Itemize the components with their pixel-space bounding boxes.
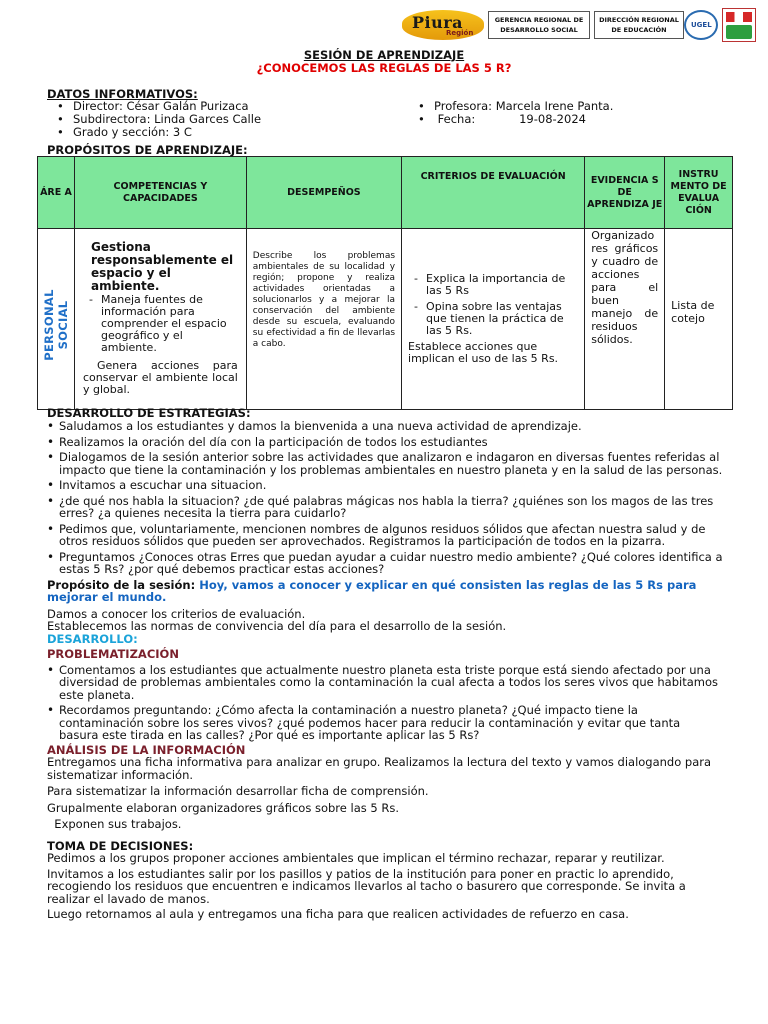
cell-area — [38, 229, 75, 410]
desarrollo-heading: DESARROLLO DE ESTRATEGIAS: — [47, 406, 251, 420]
competencia-title: Gestiona responsablemente el espacio y el ambiente. — [91, 240, 234, 293]
list-item: • Dialogamos de la sesión anterior sobre las actividades que analizaron e indagaron en diversas fuentes referidas al impacto que tiene la contaminación y los problemas ambientales en nuestro planeta y en la salud de las personas. — [47, 451, 723, 476]
criterios-text: Damos a conocer los criterios de evaluación. — [47, 606, 306, 621]
session-title: SESIÓN DE APRENDIZAJE — [303, 48, 465, 62]
th-criterios: CRITERIOS DE EVALUACIÓN — [402, 157, 585, 229]
landscape-icon — [726, 25, 752, 39]
analisis-p1: Entregamos una ficha informativa para analizar en grupo. Realizamos la lectura del texto y vamos dialogando para sistematizar información. — [47, 755, 712, 782]
list-item: • ¿de qué nos habla la situacion? ¿de qué palabras mágicas nos habla la tierra? ¿quiénes son los magos de las tres erres? ¿a quienes necesita la tierra para cuidarlo? — [47, 495, 723, 520]
datos-item: • Profesora: Marcela Irene Panta. — [408, 100, 728, 113]
criterio-2: - Opina sobre las ventajas que tienen la práctica de las 5 Rs. — [408, 301, 578, 337]
inicio-list — [47, 420, 723, 576]
piura-region-logo — [402, 10, 484, 40]
list-item: • Recordamos preguntando: ¿Cómo afecta la contaminación a nuestro planeta? ¿Qué impacto tiene la contaminación sobre los seres vivos? ¿qué podemos hacer para reducir la contaminación y evitar que tanta basura este tirada en las calles? ¿Por qué es importante aplicar las 5 Rs? — [47, 704, 723, 742]
flag-icon — [726, 12, 752, 22]
toma-p3: Luego retornamos al aula y entregamos una ficha para que realicen actividades de refuerzo en casa. — [47, 907, 629, 921]
th-evidencias: EVIDENCIA S DE APRENDIZA JE — [585, 157, 665, 229]
list-item: • Preguntamos ¿Conoces otras Erres que puedan ayudar a cuidar nuestro medio ambiente? ¿Qué colores identifica a estas 5 Rs? ¿por qué debemos practicar estas acciones? — [47, 551, 723, 576]
analisis-p3: Grupalmente elaboran organizadores gráficos sobre las 5 Rs. — [47, 800, 400, 815]
analisis-p4: Exponen sus trabajos. — [47, 817, 182, 831]
header-logos — [400, 8, 760, 42]
area-label: PERSONAL SOCIAL — [42, 289, 70, 361]
toma-p1: Pedimos a los grupos proponer acciones ambientales que implican el término rechazar, reparar y reutilizar. — [47, 851, 665, 865]
evidencia-text: Organizado res gráficos y cuadro de acciones para el buen manejo de residuos sólidos. — [591, 229, 659, 346]
analisis-label: ANÁLISIS DE LA INFORMACIÓN — [47, 742, 246, 757]
normas-text: Establecemos las normas de convivencia del día para el desarrollo de la sesión. — [47, 619, 507, 633]
criterio-1: - Explica la importancia de las 5 Rs — [408, 273, 578, 297]
desempeno-text: Describe los problemas ambientales de su localidad y región; propone y realiza actividades orientadas a solucionarlos y a mejorar la conservación del ambiente desde su escuela, evaluando su efectividad a fin de llevarlas a cabo. — [252, 251, 396, 349]
propositos-table — [37, 156, 733, 410]
piura-logo-text: Piura — [412, 13, 464, 32]
th-desempenos: DESEMPEÑOS — [246, 157, 401, 229]
problematizacion-list — [47, 664, 723, 742]
capacidad-2: Genera acciones para conservar el ambiente local y global. — [83, 359, 238, 396]
datos-left-list — [47, 100, 387, 139]
list-item: • Invitamos a escuchar una situacion. — [47, 479, 723, 492]
piura-logo-subtext: Región — [446, 29, 474, 37]
list-item: • Realizamos la oración del día con la participación de todos los estudiantes — [47, 436, 723, 449]
session-subtitle: ¿CONOCEMOS LAS REGLAS DE LAS 5 R? — [256, 61, 512, 75]
criterio-3: Establece acciones que implican el uso de las 5 Rs. — [408, 340, 559, 365]
header-box-gerencia: GERENCIA REGIONAL DE DESARROLLO SOCIAL — [488, 11, 590, 39]
datos-right-list — [408, 100, 728, 126]
cell-desempenos — [246, 229, 401, 410]
cell-evidencias — [585, 229, 665, 410]
toma-label: TOMA DE DECISIONES: — [47, 838, 194, 853]
datos-item: • Fecha: 19-08-2024 — [408, 113, 728, 126]
table-row — [38, 229, 733, 410]
cell-competencias — [75, 229, 247, 410]
school-crest-logo — [722, 8, 756, 42]
datos-heading: DATOS INFORMATIVOS: — [47, 87, 198, 101]
th-instrumento: INSTRU MENTO DE EVALUA CIÓN — [665, 157, 733, 229]
header-box-direccion: DIRECCIÓN REGIONAL DE EDUCACIÓN — [594, 11, 684, 39]
ugel-logo-text: UGEL — [691, 21, 712, 29]
desarrollo-section — [47, 407, 723, 921]
datos-item: • Grado y sección: 3 C — [47, 126, 387, 139]
th-competencias: COMPETENCIAS Y CAPACIDADES — [75, 157, 247, 229]
propositos-heading: PROPÓSITOS DE APRENDIZAJE: — [47, 143, 248, 157]
list-item: • Saludamos a los estudiantes y damos la bienvenida a una nueva actividad de aprendizaje. — [47, 420, 723, 433]
th-area: ÁRE A — [38, 157, 75, 229]
desarrollo-label: DESARROLLO: — [47, 631, 138, 646]
cell-criterios — [402, 229, 585, 410]
capacidad-1: - Maneja fuentes de información para comprender el espacio geográfico y el ambiente. — [83, 294, 238, 354]
datos-item: • Director: César Galán Purizaca — [47, 100, 387, 113]
datos-item: • Subdirectora: Linda Garces Calle — [47, 113, 387, 126]
analisis-p2: Para sistematizar la información desarrollar ficha de comprensión. — [47, 784, 429, 798]
toma-p2: Invitamos a los estudiantes salir por los pasillos y patios de la institución para poner en practic lo aprendido, recogiendo los residuos que encuentren e indicamos llevarlos al tacho o basurero que corresponde. Se invita a realizar el lavado de manos. — [47, 866, 686, 906]
table-header-row — [38, 157, 733, 229]
list-item: • Pedimos que, voluntariamente, mencionen nombres de algunos residuos sólidos que afectan nuestra salud y de otros residuos sólidos que pueden ser aprovechados. Registramos la participación de todos en la pizarra. — [47, 523, 723, 548]
problematizacion-label: PROBLEMATIZACIÓN — [47, 647, 179, 661]
proposito-sesion: Propósito de la sesión: Hoy, vamos a conocer y explicar en qué consisten las reglas de las 5 Rs para mejorar el mundo. — [47, 577, 697, 604]
list-item: • Comentamos a los estudiantes que actualmente nuestro planeta esta triste porque está siendo afectado por una diversidad de problemas ambientales como la contaminación la cual afecta a todos los seres vivos que habitamos este planeta. — [47, 664, 723, 702]
instrumento-text: Lista de cotejo — [671, 299, 715, 325]
ugel-logo — [684, 10, 718, 40]
cell-instrumento — [665, 229, 733, 410]
